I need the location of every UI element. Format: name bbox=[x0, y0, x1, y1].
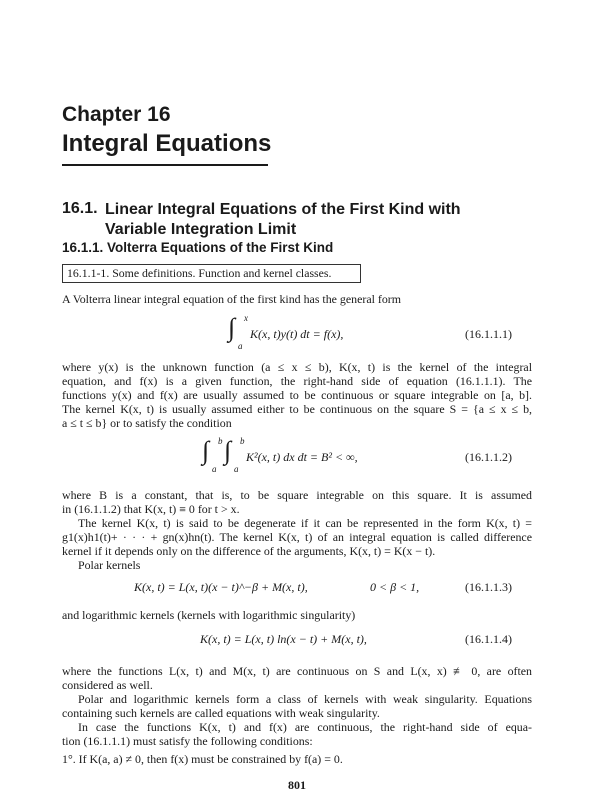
equation-body: K(x, t) = L(x, t) ln(x − t) + M(x, t), bbox=[200, 632, 367, 646]
equation-body: K(x, t) = L(x, t)(x − t)^−β + M(x, t), bbox=[134, 580, 308, 594]
boxed-paragraph-heading: 16.1.1-1. Some definitions. Function and kernel classes. bbox=[62, 264, 361, 283]
condition-1: 1°. If K(a, a) ≠ 0, then f(x) must be constrained by f(a) = 0. bbox=[62, 752, 343, 766]
equation-condition: 0 < β < 1, bbox=[370, 580, 420, 594]
paragraph-line: equation, and f(x) is a given function, the right-hand side of equation (16.1.1.1). The bbox=[62, 374, 532, 388]
upper-limit: b bbox=[240, 436, 245, 446]
upper-limit: b bbox=[218, 436, 223, 446]
subsection-heading: 16.1.1. Volterra Equations of the First Kind bbox=[62, 240, 334, 255]
paragraph-line: g1(x)h1(t)+ · · · + gn(x)hn(t). The kernel K(x, t) of an integral equation is called difference bbox=[62, 530, 532, 544]
polar-kernels-label: Polar kernels bbox=[78, 558, 141, 572]
lower-limit: a bbox=[212, 464, 217, 474]
chapter-label: Chapter 16 bbox=[62, 103, 171, 126]
section-title: Linear Integral Equations of the First Kind with Variable Integration Limit bbox=[105, 201, 461, 238]
equation-number: (16.1.1.4) bbox=[465, 632, 512, 646]
upper-limit: x bbox=[244, 313, 248, 323]
paragraph-line: containing such kernels are called equations with weak singularity. bbox=[62, 706, 380, 720]
integral-sign: ∫ bbox=[202, 436, 210, 465]
paragraph-line: functions y(x) and f(x) are usually assumed to be continuous or square integrable on [a, b]. bbox=[62, 388, 532, 402]
paragraph-line: where y(x) is the unknown function (a ≤ x ≤ b), K(x, t) is the kernel of the integral bbox=[62, 360, 532, 374]
equation-16-1-1-4 bbox=[120, 628, 532, 648]
chapter-title-rule bbox=[62, 164, 268, 166]
page-number: 801 bbox=[288, 778, 306, 792]
paragraph-line: in (16.1.1.2) that K(x, t) ≡ 0 for t > x. bbox=[62, 502, 240, 516]
paragraph-line: considered as well. bbox=[62, 678, 153, 692]
paragraph-line: where the functions L(x, t) and M(x, t) are continuous on S and L(x, x) ≢ 0, are often bbox=[62, 664, 532, 678]
paragraph-line: kernel if it depends only on the difference of the arguments, K(x, t) = K(x − t). bbox=[62, 544, 436, 558]
chapter-title: Integral Equations bbox=[62, 130, 272, 157]
integral-sign: ∫ bbox=[228, 313, 236, 342]
equation-body: K²(x, t) dx dt = B² < ∞, bbox=[246, 450, 358, 464]
equation-16-1-1-2 bbox=[120, 436, 532, 472]
paragraph-line: The kernel K(x, t) is usually assumed either to be continuous on the square S = {a ≤ x ≤ b, bbox=[62, 402, 532, 416]
intro-text: A Volterra linear integral equation of the first kind has the general form bbox=[62, 292, 401, 306]
lower-limit: a bbox=[234, 464, 239, 474]
paragraph-line: In case the functions K(x, t) and f(x) are continuous, the right-hand side of equa- bbox=[78, 720, 532, 734]
paragraph-line: tion (16.1.1.1) must satisfy the following conditions: bbox=[62, 734, 313, 748]
section-number: 16.1. bbox=[62, 200, 98, 217]
equation-number: (16.1.1.3) bbox=[465, 580, 512, 594]
paragraph-line: where B is a constant, that is, to be square integrable on this square. It is assumed bbox=[62, 488, 532, 502]
paragraph-line: a ≤ t ≤ b} or to satisfy the condition bbox=[62, 416, 232, 430]
paragraph-line: Polar and logarithmic kernels form a class of kernels with weak singularity. Equations bbox=[78, 692, 532, 706]
paragraph-line: The kernel K(x, t) is said to be degenerate if it can be represented in the form K(x, t) = bbox=[78, 516, 532, 530]
equation-16-1-1-1 bbox=[120, 313, 532, 349]
lower-limit: a bbox=[238, 341, 243, 351]
log-kernels-intro: and logarithmic kernels (kernels with logarithmic singularity) bbox=[62, 608, 356, 622]
integral-sign: ∫ bbox=[224, 436, 232, 465]
equation-body: K(x, t)y(t) dt = f(x), bbox=[250, 327, 344, 341]
equation-number: (16.1.1.1) bbox=[465, 327, 512, 341]
equation-16-1-1-3 bbox=[120, 576, 532, 596]
equation-number: (16.1.1.2) bbox=[465, 450, 512, 464]
